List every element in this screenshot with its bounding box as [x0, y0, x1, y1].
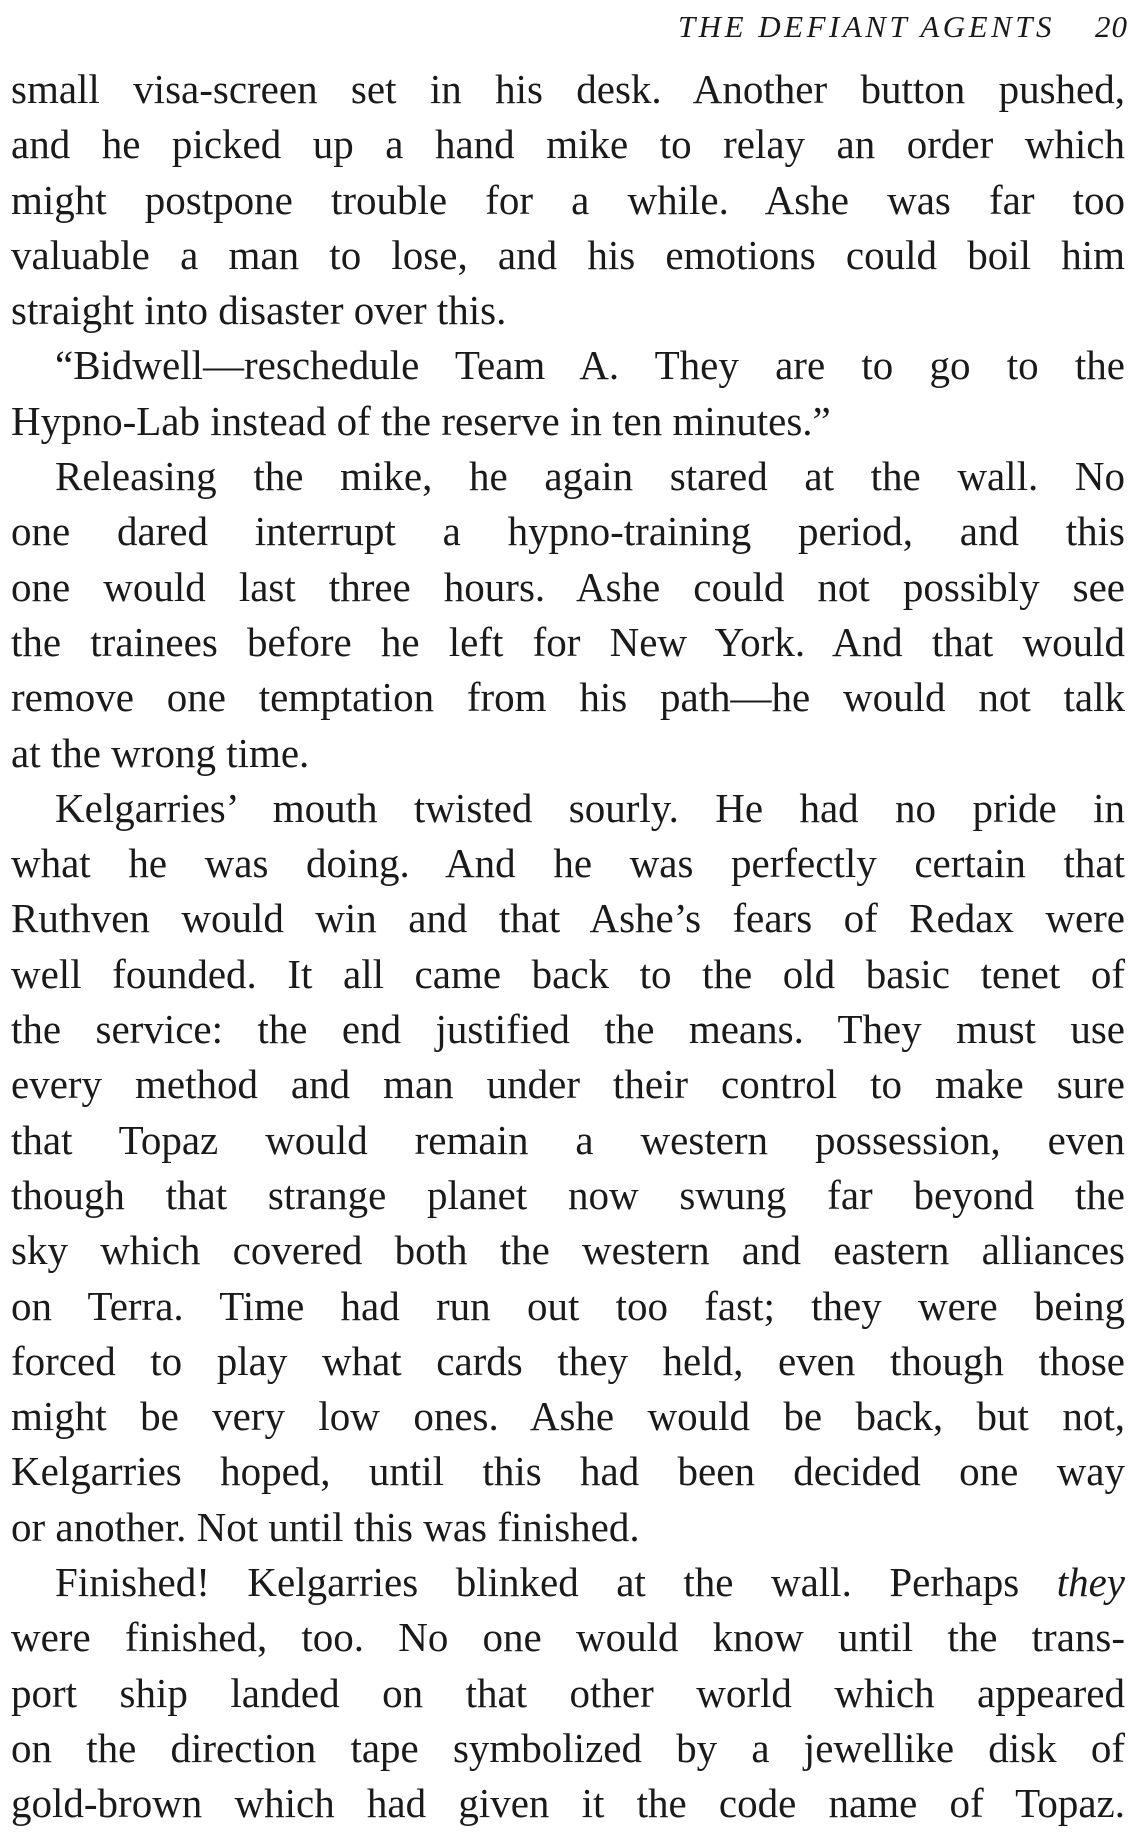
text-line: port ship landed on that other world which appeared — [11, 1669, 1125, 1716]
text-line: the service: the end justified the means. They must use — [11, 1006, 1125, 1053]
running-title: THE DEFIANT AGENTS — [677, 9, 1055, 44]
text-line: or another. Not until this was finished. — [11, 1503, 640, 1550]
text-line: small visa-screen set in his desk. Another button pushed, — [11, 66, 1125, 112]
text-line: though that strange planet now swung far beyond the — [11, 1171, 1125, 1218]
text-line: Releasing the mike, he again stared at the wall. No — [55, 453, 1125, 500]
text-line: Kelgarries’ mouth twisted sourly. He had no pride in — [55, 784, 1125, 831]
text-line — [11, 1555, 1125, 1610]
text-line: gold-brown which had given it the code name of Topaz. — [11, 1780, 1125, 1827]
text-line: on Terra. Time had run out too fast; they were being — [11, 1282, 1125, 1329]
text-line: remove one temptation from his path—he would not talk — [11, 674, 1125, 721]
text-line: Kelgarries hoped, until this had been decided one way — [11, 1448, 1125, 1495]
paragraph — [11, 781, 1125, 1555]
text-line: at the wrong time. — [11, 729, 310, 776]
text-line: on the direction tape symbolized by a jewellike disk of — [11, 1724, 1125, 1771]
page-number: 20 — [1095, 9, 1128, 44]
paragraph — [11, 338, 1125, 449]
text-line: straight into disaster over this. — [11, 287, 507, 334]
text-line: one would last three hours. Ashe could not possibly see — [11, 563, 1125, 610]
text-line: forced to play what cards they held, even though those — [11, 1337, 1125, 1384]
italic-text-segment: they — [1056, 1559, 1125, 1606]
paragraph — [11, 62, 1125, 338]
text-line: well founded. It all came back to the old basic tenet of — [11, 950, 1125, 997]
text-line: one dared interrupt a hypno-training period, and this — [11, 508, 1125, 555]
text-line: every method and man under their control to make sure — [11, 1061, 1125, 1108]
text-line: what he was doing. And he was perfectly certain that — [11, 840, 1125, 887]
text-line: might postpone trouble for a while. Ashe was far too — [11, 176, 1125, 223]
paragraph — [11, 1555, 1125, 1831]
text-line: and he picked up a hand mike to relay an order which — [11, 121, 1125, 168]
running-head — [8, 4, 1128, 50]
text-line: might be very low ones. Ashe would be back, but not, — [11, 1393, 1125, 1440]
text-line: Hypno-Lab instead of the reserve in ten minutes.” — [11, 397, 831, 444]
text-line: were finished, too. No one would know until the trans- — [11, 1614, 1125, 1661]
text-line: Ruthven would win and that Ashe’s fears of Redax were — [11, 895, 1125, 942]
text-line: valuable a man to lose, and his emotions could boil him — [11, 231, 1125, 278]
text-line: “Bidwell—reschedule Team A. They are to go to the — [55, 342, 1125, 389]
paragraph — [11, 449, 1125, 781]
text-line: sky which covered both the western and eastern alliances — [11, 1227, 1125, 1274]
text-line: the trainees before he left for New York. And that would — [11, 618, 1125, 665]
text-segment: Finished! Kelgarries blinked at the wall. Perhaps — [55, 1559, 1057, 1606]
text-line: that Topaz would remain a western possession, even — [11, 1116, 1125, 1163]
body-text — [11, 62, 1125, 1832]
